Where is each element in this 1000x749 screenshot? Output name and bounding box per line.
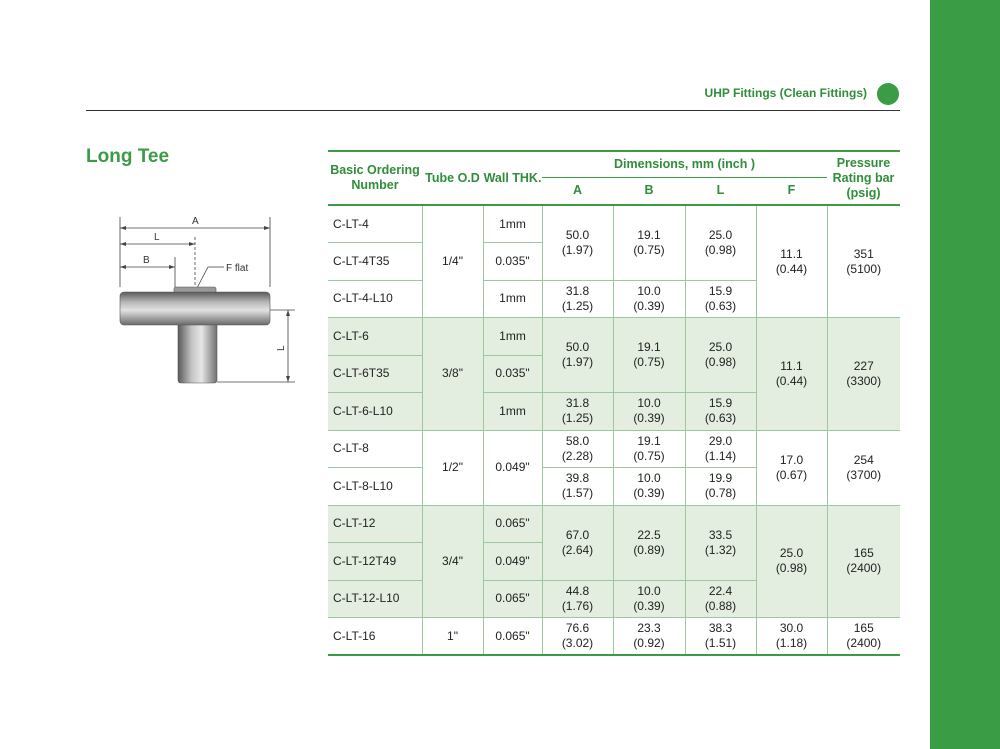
tube-od: 3/8" — [422, 318, 483, 431]
diagram-label-a: A — [192, 216, 199, 227]
header-pressure-rating: Pressure Rating bar (psig) — [827, 151, 900, 205]
wall-thk: 0.065" — [483, 505, 542, 543]
dim-b-cell: 22.5 (0.89) — [613, 505, 685, 580]
wall-thk: 0.035" — [483, 355, 542, 393]
dim-a-cell: 39.8 (1.57) — [542, 468, 613, 506]
dim-a-cell: 31.8 (1.25) — [542, 393, 613, 431]
pressure-cell: 351 (5100) — [827, 205, 900, 318]
ordering-number: C-LT-6 — [328, 318, 422, 356]
spec-table — [328, 150, 900, 656]
header-divider — [86, 110, 900, 111]
ordering-number: C-LT-12 — [328, 505, 422, 543]
tube-od: 1" — [422, 618, 483, 656]
header-tube-od: Tube O.D — [422, 151, 483, 205]
header-ordering-number: Basic Ordering Number — [328, 151, 422, 205]
header-wall-thk: Wall THK. — [483, 151, 542, 205]
ordering-number: C-LT-6T35 — [328, 355, 422, 393]
pressure-cell: 227 (3300) — [827, 318, 900, 431]
wall-thk: 0.049" — [483, 430, 542, 505]
wall-thk: 0.065" — [483, 580, 542, 618]
dim-b-cell: 10.0 (0.39) — [613, 468, 685, 506]
dim-a-cell: 58.0 (2.28) — [542, 430, 613, 468]
tube-od: 1/2" — [422, 430, 483, 505]
dim-f-cell: 11.1 (0.44) — [756, 205, 827, 318]
dim-a-cell: 31.8 (1.25) — [542, 280, 613, 318]
header-dim-l: L — [685, 177, 756, 205]
section-dot-icon — [877, 83, 899, 105]
tee-run — [120, 292, 270, 325]
table-group-half — [328, 430, 900, 505]
dim-b-cell: 19.1 (0.75) — [613, 318, 685, 393]
dim-l-cell: 19.9 (0.78) — [685, 468, 756, 506]
wall-thk: 1mm — [483, 393, 542, 431]
diagram-label-l-top: L — [154, 232, 160, 243]
table-group-three-quarters — [328, 505, 900, 618]
long-tee-diagram — [100, 205, 320, 395]
ordering-number: C-LT-12T49 — [328, 543, 422, 581]
tube-od: 1/4" — [422, 205, 483, 318]
diagram-label-l-side: L — [276, 345, 287, 351]
side-color-bar — [930, 0, 1000, 749]
dim-l-cell: 22.4 (0.88) — [685, 580, 756, 618]
dim-f-cell: 17.0 (0.67) — [756, 430, 827, 505]
dim-b-cell: 10.0 (0.39) — [613, 393, 685, 431]
header-dim-f: F — [756, 177, 827, 205]
section-title: UHP Fittings (Clean Fittings) — [704, 86, 867, 100]
ordering-number: C-LT-8-L10 — [328, 468, 422, 506]
ordering-number: C-LT-6-L10 — [328, 393, 422, 431]
wall-thk: 0.035" — [483, 243, 542, 281]
table-row — [328, 205, 900, 243]
pressure-cell: 254 (3700) — [827, 430, 900, 505]
header-dim-a: A — [542, 177, 613, 205]
wall-thk: 1mm — [483, 280, 542, 318]
ordering-number: C-LT-12-L10 — [328, 580, 422, 618]
dim-a-cell: 76.6 (3.02) — [542, 618, 613, 656]
pressure-cell: 165 (2400) — [827, 505, 900, 618]
table-row — [328, 318, 900, 356]
wall-thk: 0.049" — [483, 543, 542, 581]
dim-l-cell: 25.0 (0.98) — [685, 205, 756, 280]
dim-b-cell: 19.1 (0.75) — [613, 205, 685, 280]
dim-f-cell: 25.0 (0.98) — [756, 505, 827, 618]
dim-l-cell: 29.0 (1.14) — [685, 430, 756, 468]
table-group-quarter — [328, 205, 900, 318]
header-dim-b: B — [613, 177, 685, 205]
table-row — [328, 505, 900, 543]
dim-b-cell: 19.1 (0.75) — [613, 430, 685, 468]
wall-thk: 1mm — [483, 205, 542, 243]
dim-l-cell: 15.9 (0.63) — [685, 280, 756, 318]
dim-a-cell: 67.0 (2.64) — [542, 505, 613, 580]
ordering-number: C-LT-4T35 — [328, 243, 422, 281]
product-title: Long Tee — [86, 146, 170, 167]
ordering-number: C-LT-8 — [328, 430, 422, 468]
dim-l-cell: 38.3 (1.51) — [685, 618, 756, 656]
dim-l-cell: 15.9 (0.63) — [685, 393, 756, 431]
pressure-cell: 165 (2400) — [827, 618, 900, 656]
dim-a-cell: 44.8 (1.76) — [542, 580, 613, 618]
ordering-number: C-LT-4 — [328, 205, 422, 243]
table-row — [328, 430, 900, 468]
dim-a-cell: 50.0 (1.97) — [542, 205, 613, 280]
table-group-three-eighths — [328, 318, 900, 431]
table-row — [328, 618, 900, 656]
dim-b-cell: 10.0 (0.39) — [613, 580, 685, 618]
wall-thk: 1mm — [483, 318, 542, 356]
diagram-label-b: B — [143, 255, 150, 266]
ordering-number: C-LT-16 — [328, 618, 422, 656]
wall-thk: 0.065" — [483, 618, 542, 656]
diagram-label-f-flat: F flat — [226, 263, 249, 274]
dim-b-cell: 10.0 (0.39) — [613, 280, 685, 318]
dim-f-cell: 11.1 (0.44) — [756, 318, 827, 431]
header-dimensions: Dimensions, mm (inch ) — [542, 151, 827, 177]
dim-b-cell: 23.3 (0.92) — [613, 618, 685, 656]
dim-l-cell: 25.0 (0.98) — [685, 318, 756, 393]
dim-f-cell: 30.0 (1.18) — [756, 618, 827, 656]
ordering-number: C-LT-4-L10 — [328, 280, 422, 318]
table-group-one-inch — [328, 618, 900, 656]
tube-od: 3/4" — [422, 505, 483, 618]
dim-a-cell: 50.0 (1.97) — [542, 318, 613, 393]
dim-l-cell: 33.5 (1.32) — [685, 505, 756, 580]
